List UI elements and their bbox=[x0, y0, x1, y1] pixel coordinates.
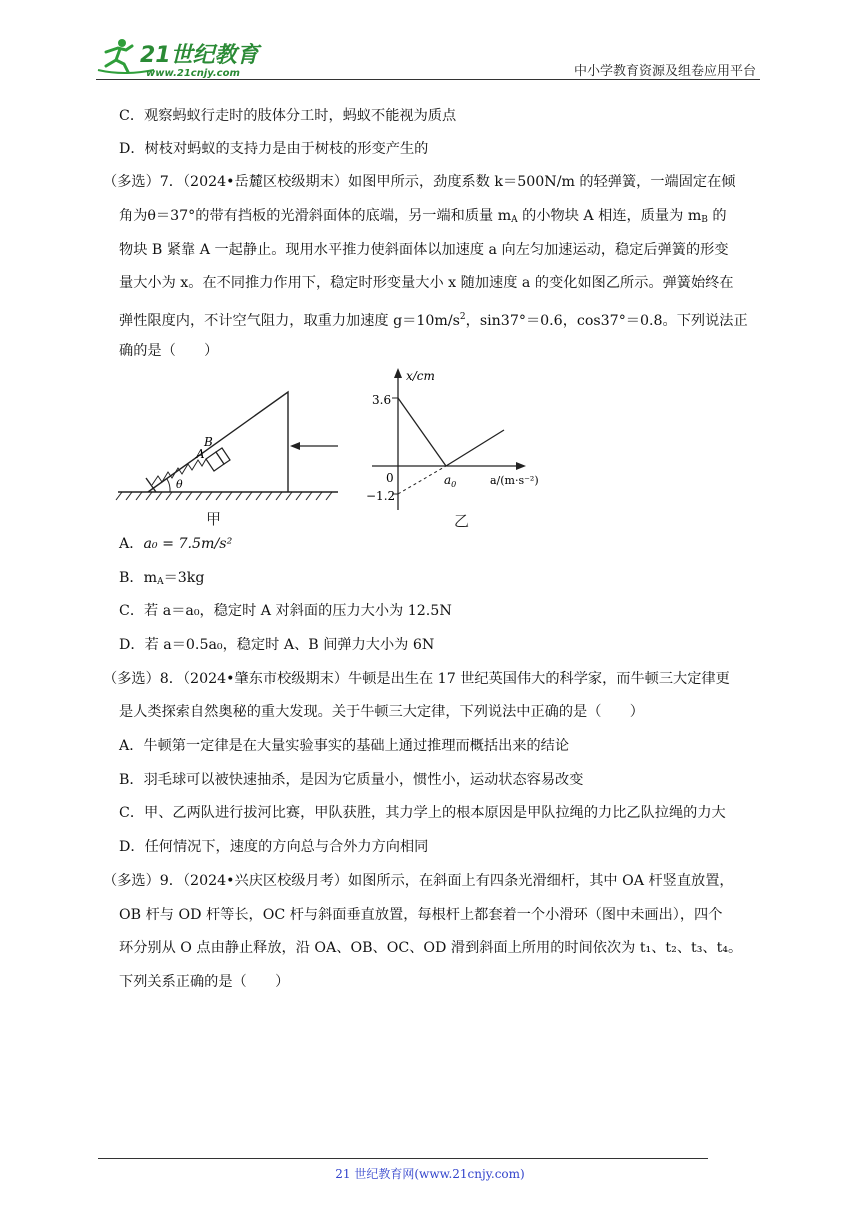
q7-stem-line-1: （多选）7．（2024•岳麓区校级期末）如图甲所示，劲度系数 k＝500N/m 的轻弹簧，一端固定在倾 bbox=[103, 174, 736, 190]
y-tick-top: 3.6 bbox=[372, 393, 392, 407]
q8-option-c: C．甲、乙两队进行拔河比赛，甲队获胜，其力学上的根本原因是甲队拉绳的力比乙队拉绳的力大 bbox=[119, 805, 726, 821]
header-divider bbox=[96, 79, 760, 80]
label-a: A bbox=[196, 447, 205, 461]
label-theta: θ bbox=[176, 478, 183, 491]
figure-caption-jia: 甲 bbox=[206, 510, 222, 528]
y-axis-label: x/cm bbox=[406, 369, 435, 383]
q9-stem-line-4: 下列关系正确的是（ ） bbox=[119, 974, 290, 990]
q8-option-b: B．羽毛球可以被快速抽杀，是因为它质量小，惯性小，运动状态容易改变 bbox=[119, 772, 584, 788]
q6-option-d: D．树枝对蚂蚁的支持力是由于树枝的形变产生的 bbox=[119, 141, 429, 157]
figure-x-vs-a-graph bbox=[352, 360, 562, 530]
q7-stem-line-4: 量大小为 x。在不同推力作用下，稳定时形变量大小 x 随加速度 a 的变化如图乙所示。弹簧始终在 bbox=[119, 275, 734, 291]
q8-stem-line-2: 是人类探索自然奥秘的重大发现。关于牛顿三大定律，下列说法中正确的是（ ） bbox=[119, 704, 644, 720]
footer-site-link[interactable]: 21 世纪教育网(www.21cnjy.com) bbox=[335, 1167, 525, 1181]
q7-option-a: A．a₀ = 7.5m/s² bbox=[119, 536, 233, 552]
q7-stem-line-6: 确的是（ ） bbox=[119, 343, 219, 359]
q7-option-b: B．$m_A=3kg$ bbox=[119, 570, 205, 587]
q9-stem-line-3: 环分别从 O 点由静止释放，沿 OA、OB、OC、OD 滑到斜面上所用的时间依次为 t₁、t₂、t₃、t₄。 bbox=[119, 940, 743, 956]
q7-option-d: D．若 a＝0.5a₀，稳定时 A、B 间弹力大小为 6N bbox=[119, 637, 435, 653]
x-axis-label: a/(m·s⁻²) bbox=[490, 474, 539, 487]
q9-stem-line-1: （多选）9．（2024•兴庆区校级月考）如图所示，在斜面上有四条光滑细杆，其中 OA 杆竖直放置， bbox=[103, 873, 734, 889]
figure-caption-yi: 乙 bbox=[454, 512, 470, 530]
site-logo bbox=[94, 36, 264, 80]
a0-marker: $a_0$ bbox=[444, 473, 457, 489]
figure-incline bbox=[112, 358, 342, 528]
q8-option-d: D．任何情况下，速度的方向总与合外力方向相同 bbox=[119, 839, 429, 855]
q9-stem-line-2: OB 杆与 OD 杆等长，OC 杆与斜面垂直放置，每根杆上都套着一个小滑环（图中未画出），四个 bbox=[119, 907, 723, 923]
footer-divider bbox=[98, 1158, 708, 1159]
q7-stem-line-2: 角为θ＝37°的带有挡板的光滑斜面体的底端，另一端和质量 $m_A$ 的小物块 A 相连，质量为 $m_B$ 的 bbox=[119, 208, 727, 225]
q7-stem-line-5: 弹性限度内，不计空气阻力，取重力加速度 $g=10m/s^2$，sin37°＝0.6，cos37°＝0.8。下列说法正 bbox=[119, 312, 748, 329]
header-platform-name: 中小学教育资源及组卷应用平台 bbox=[573, 64, 756, 79]
label-b: B bbox=[204, 435, 213, 449]
q8-stem-line-1: （多选）8．（2024•肇东市校级期末）牛顿是出生在 17 世纪英国伟大的科学家，而牛顿三大定律更 bbox=[103, 671, 730, 687]
y-tick-neg: −1.2 bbox=[366, 489, 396, 503]
q8-option-a: A．牛顿第一定律是在大量实验事实的基础上通过推理而概括出来的结论 bbox=[119, 738, 570, 754]
svg-text:www.21cnjy.com: www.21cnjy.com bbox=[146, 68, 240, 79]
origin-label: 0 bbox=[386, 471, 394, 485]
q6-option-c: C．观察蚂蚁行走时的肢体分工时，蚂蚁不能视为质点 bbox=[119, 108, 457, 124]
q7-stem-line-3: 物块 B 紧靠 A 一起静止。现用水平推力使斜面体以加速度 a 向左匀加速运动，稳定后弹簧的形变 bbox=[119, 242, 729, 258]
q7-option-c: C．若 a＝a₀，稳定时 A 对斜面的压力大小为 12.5N bbox=[119, 603, 452, 619]
svg-text:21世纪教育: 21世纪教育 bbox=[140, 43, 259, 68]
